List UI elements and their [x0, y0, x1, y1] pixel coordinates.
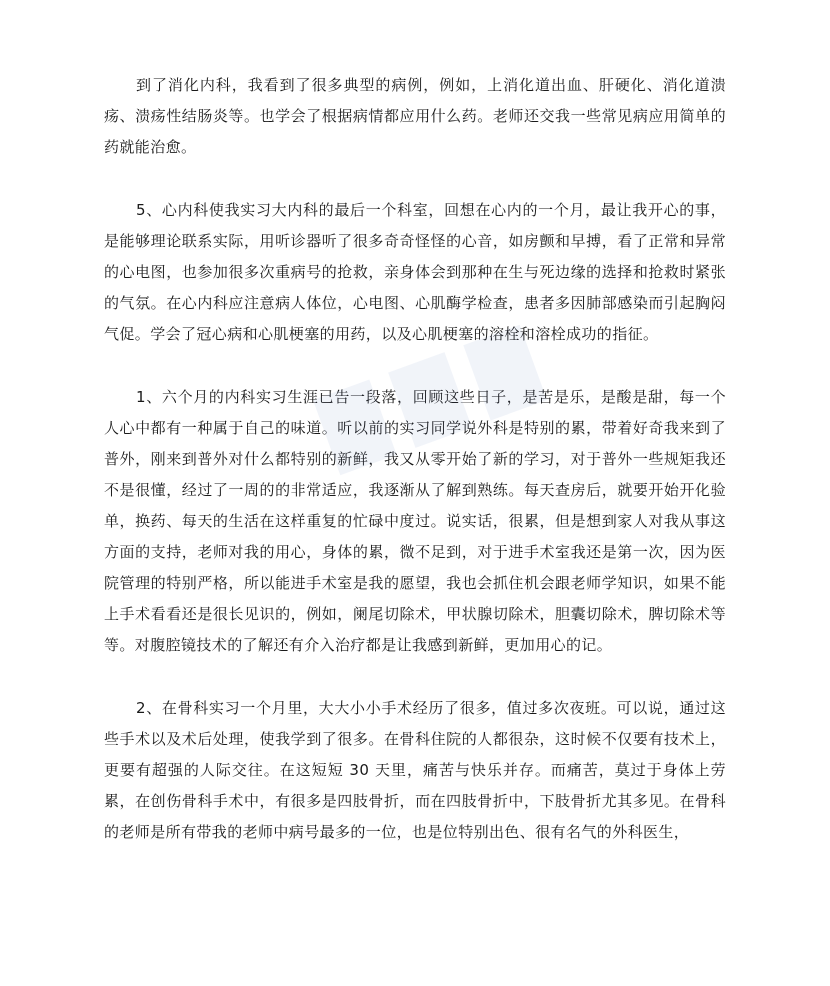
- paragraph-general-surgery: 1、六个月的内科实习生涯已告一段落，回顾这些日子，是苦是乐，是酸是甜，每一个人心中都有一种属于自己的味道。听以前的实习同学说外科是特别的累，带着好奇我来到了普外，刚来到普外对什么都特别的新鲜，我又从零开始了新的学习，对于普外一些规矩我还不是很懂，经过了一周的的非常适应，我逐渐从了解到熟练。每天查房后，就要开始开化验单，换药、每天的生活在这样重复的忙碌中度过。说实话，很累，但是想到家人对我从事这方面的支持，老师对我的用心，身体的累，微不足到，对于进手术室我还是第一次，因为医院管理的特别严格，所以能进手术室是我的愿望，我也会抓住机会跟老师学知识，如果不能上手术看看还是很长见识的，例如，阑尾切除术，甲状腺切除术，胆囊切除术，脾切除术等等。对腹腔镜技术的了解还有介入治疗都是让我感到新鲜，更加用心的记。: [104, 388, 726, 654]
- paragraph-cardiology: 5、心内科使我实习大内科的最后一个科室，回想在心内的一个月，最让我开心的事，是能够理论联系实际，用听诊器听了很多奇奇怪怪的心音，如房颤和早搏，看了正常和异常的心电图，也参加很多次重病号的抢救，亲身体会到那种在生与死边缘的选择和抢救时紧张的气氛。在心内科应注意病人体位，心电图、心肌酶学检查，患者多因肺部感染而引起胸闷气促。学会了冠心病和心肌梗塞的用药，以及心肌梗塞的溶栓和溶栓成功的指征。: [104, 201, 726, 343]
- document-body: [104, 70, 726, 848]
- paragraph-digestive: 到了消化内科，我看到了很多典型的病例，例如，上消化道出血、肝硬化、消化道溃疡、溃疡性结肠炎等。也学会了根据病情都应用什么药。老师还交我一些常见病应用简单的药就能治愈。: [104, 76, 726, 156]
- paragraph-orthopedics: 2、在骨科实习一个月里，大大小小手术经历了很多，值过多次夜班。可以说，通过这些手术以及术后处理，使我学到了很多。在骨科住院的人都很杂，这时候不仅要有技术上，更要有超强的人际交往。在这短短 30 天里，痛苦与快乐并存。而痛苦，莫过于身体上劳累，在创伤骨科手术中，有很多是四肢骨折，而在四肢骨折中，下肢骨折尤其多见。在骨科的老师是所有带我的老师中病号最多的一位，也是位特别出色、很有名气的外科医生，: [104, 699, 726, 841]
